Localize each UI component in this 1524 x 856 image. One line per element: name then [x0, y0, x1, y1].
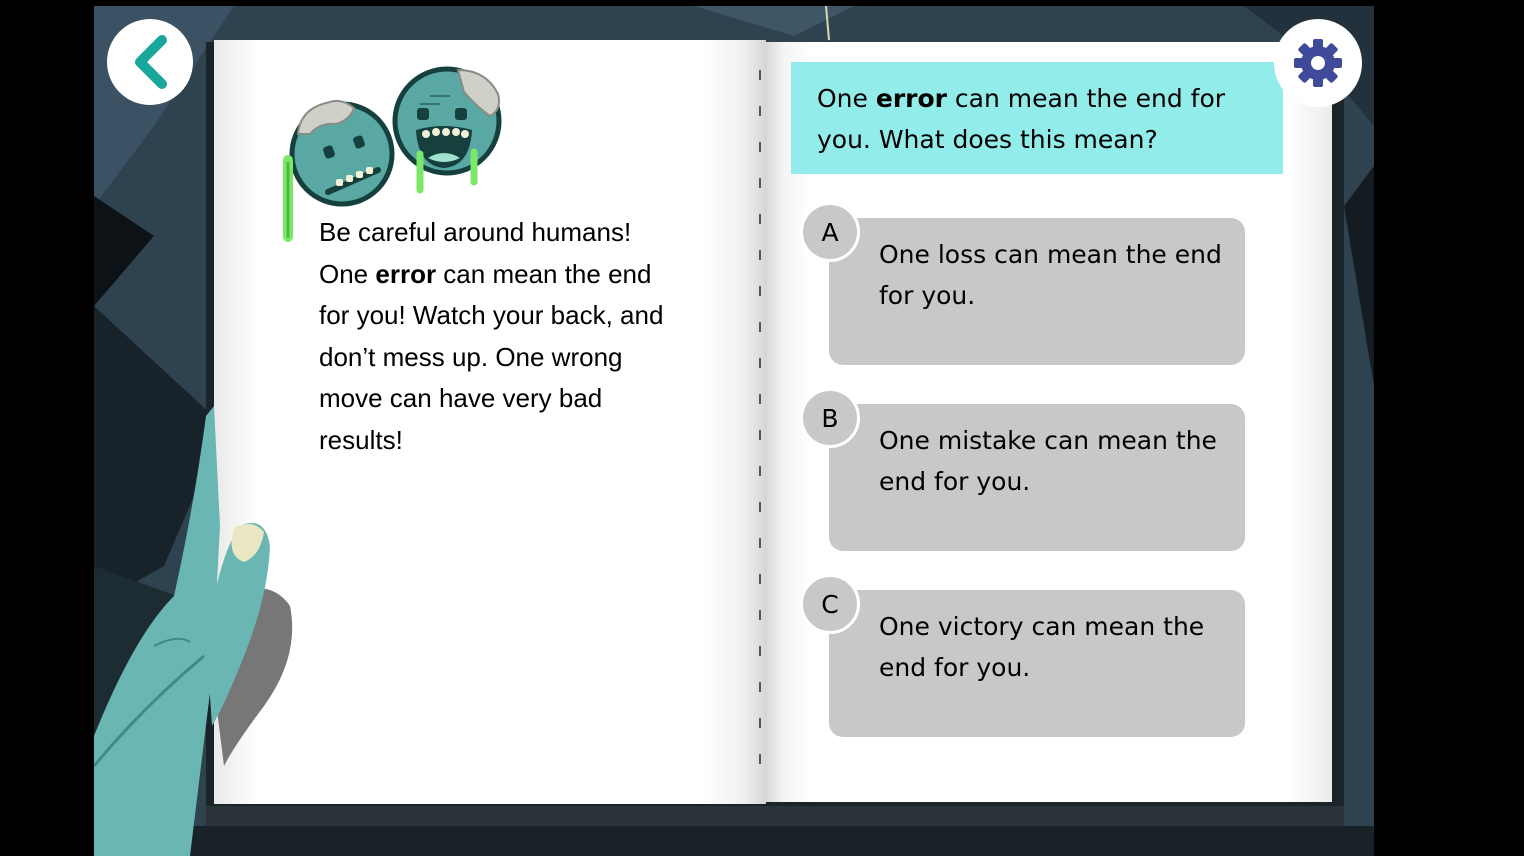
spine-stitch	[759, 610, 761, 620]
spine-stitch	[759, 646, 761, 656]
spine-stitch	[759, 394, 761, 404]
question-keyword-error: error	[875, 84, 947, 113]
story-line: move can have very bad	[319, 383, 603, 413]
answer-option-b[interactable]	[829, 404, 1245, 551]
story-text-segment: One	[319, 258, 376, 289]
story-line: results!	[319, 424, 403, 455]
spine-stitch	[759, 538, 761, 548]
chevron-left-icon	[128, 32, 172, 92]
spine-stitch	[759, 466, 761, 476]
answer-option-c[interactable]	[829, 590, 1245, 737]
answer-option-label: One loss can mean the end for you.	[879, 240, 1222, 310]
spine-stitch	[759, 718, 761, 728]
spine-stitch	[759, 178, 761, 188]
book-spine-stitches	[756, 66, 766, 786]
answer-option-label: One victory can mean the end for you.	[879, 612, 1205, 682]
spine-stitch	[759, 322, 761, 332]
spine-stitch	[759, 250, 761, 260]
spine-stitch	[759, 214, 761, 224]
spine-stitch	[759, 70, 761, 80]
zombie-hand-illustration	[94, 406, 304, 856]
answer-option-a[interactable]	[829, 218, 1245, 365]
spine-stitch	[759, 502, 761, 512]
story-text	[319, 212, 699, 461]
answer-option-b-badge[interactable]: B	[800, 388, 860, 448]
question-box	[791, 62, 1283, 174]
story-text-segment: can mean the end	[436, 258, 652, 289]
question-text-segment: can mean the end for you. What does this mean?	[817, 84, 1233, 154]
story-line: don’t mess up. One wrong	[319, 341, 623, 372]
story-line	[319, 254, 699, 296]
settings-button[interactable]	[1274, 19, 1362, 107]
spine-stitch	[759, 142, 761, 152]
story-keyword-error: error	[375, 258, 437, 289]
spine-stitch	[759, 358, 761, 368]
spine-stitch	[759, 430, 761, 440]
story-line: for you! Watch your back, and	[319, 300, 664, 330]
answer-option-c-badge[interactable]: C	[800, 574, 860, 634]
question-text	[817, 78, 1267, 160]
question-text-segment: One	[817, 84, 876, 113]
game-stage	[94, 6, 1374, 856]
answer-option-label: One mistake can mean the end for you.	[879, 426, 1217, 496]
back-button[interactable]	[107, 19, 193, 105]
spine-stitch	[759, 106, 761, 116]
spine-stitch	[759, 574, 761, 584]
right-zombie-face-icon	[395, 69, 499, 190]
story-line: Be careful around humans!	[319, 217, 632, 247]
book-base	[206, 806, 1344, 826]
answer-option-a-badge[interactable]: A	[800, 202, 860, 262]
spine-stitch	[759, 286, 761, 296]
gear-icon	[1292, 37, 1344, 89]
spine-stitch	[759, 754, 761, 764]
spine-stitch	[759, 682, 761, 692]
